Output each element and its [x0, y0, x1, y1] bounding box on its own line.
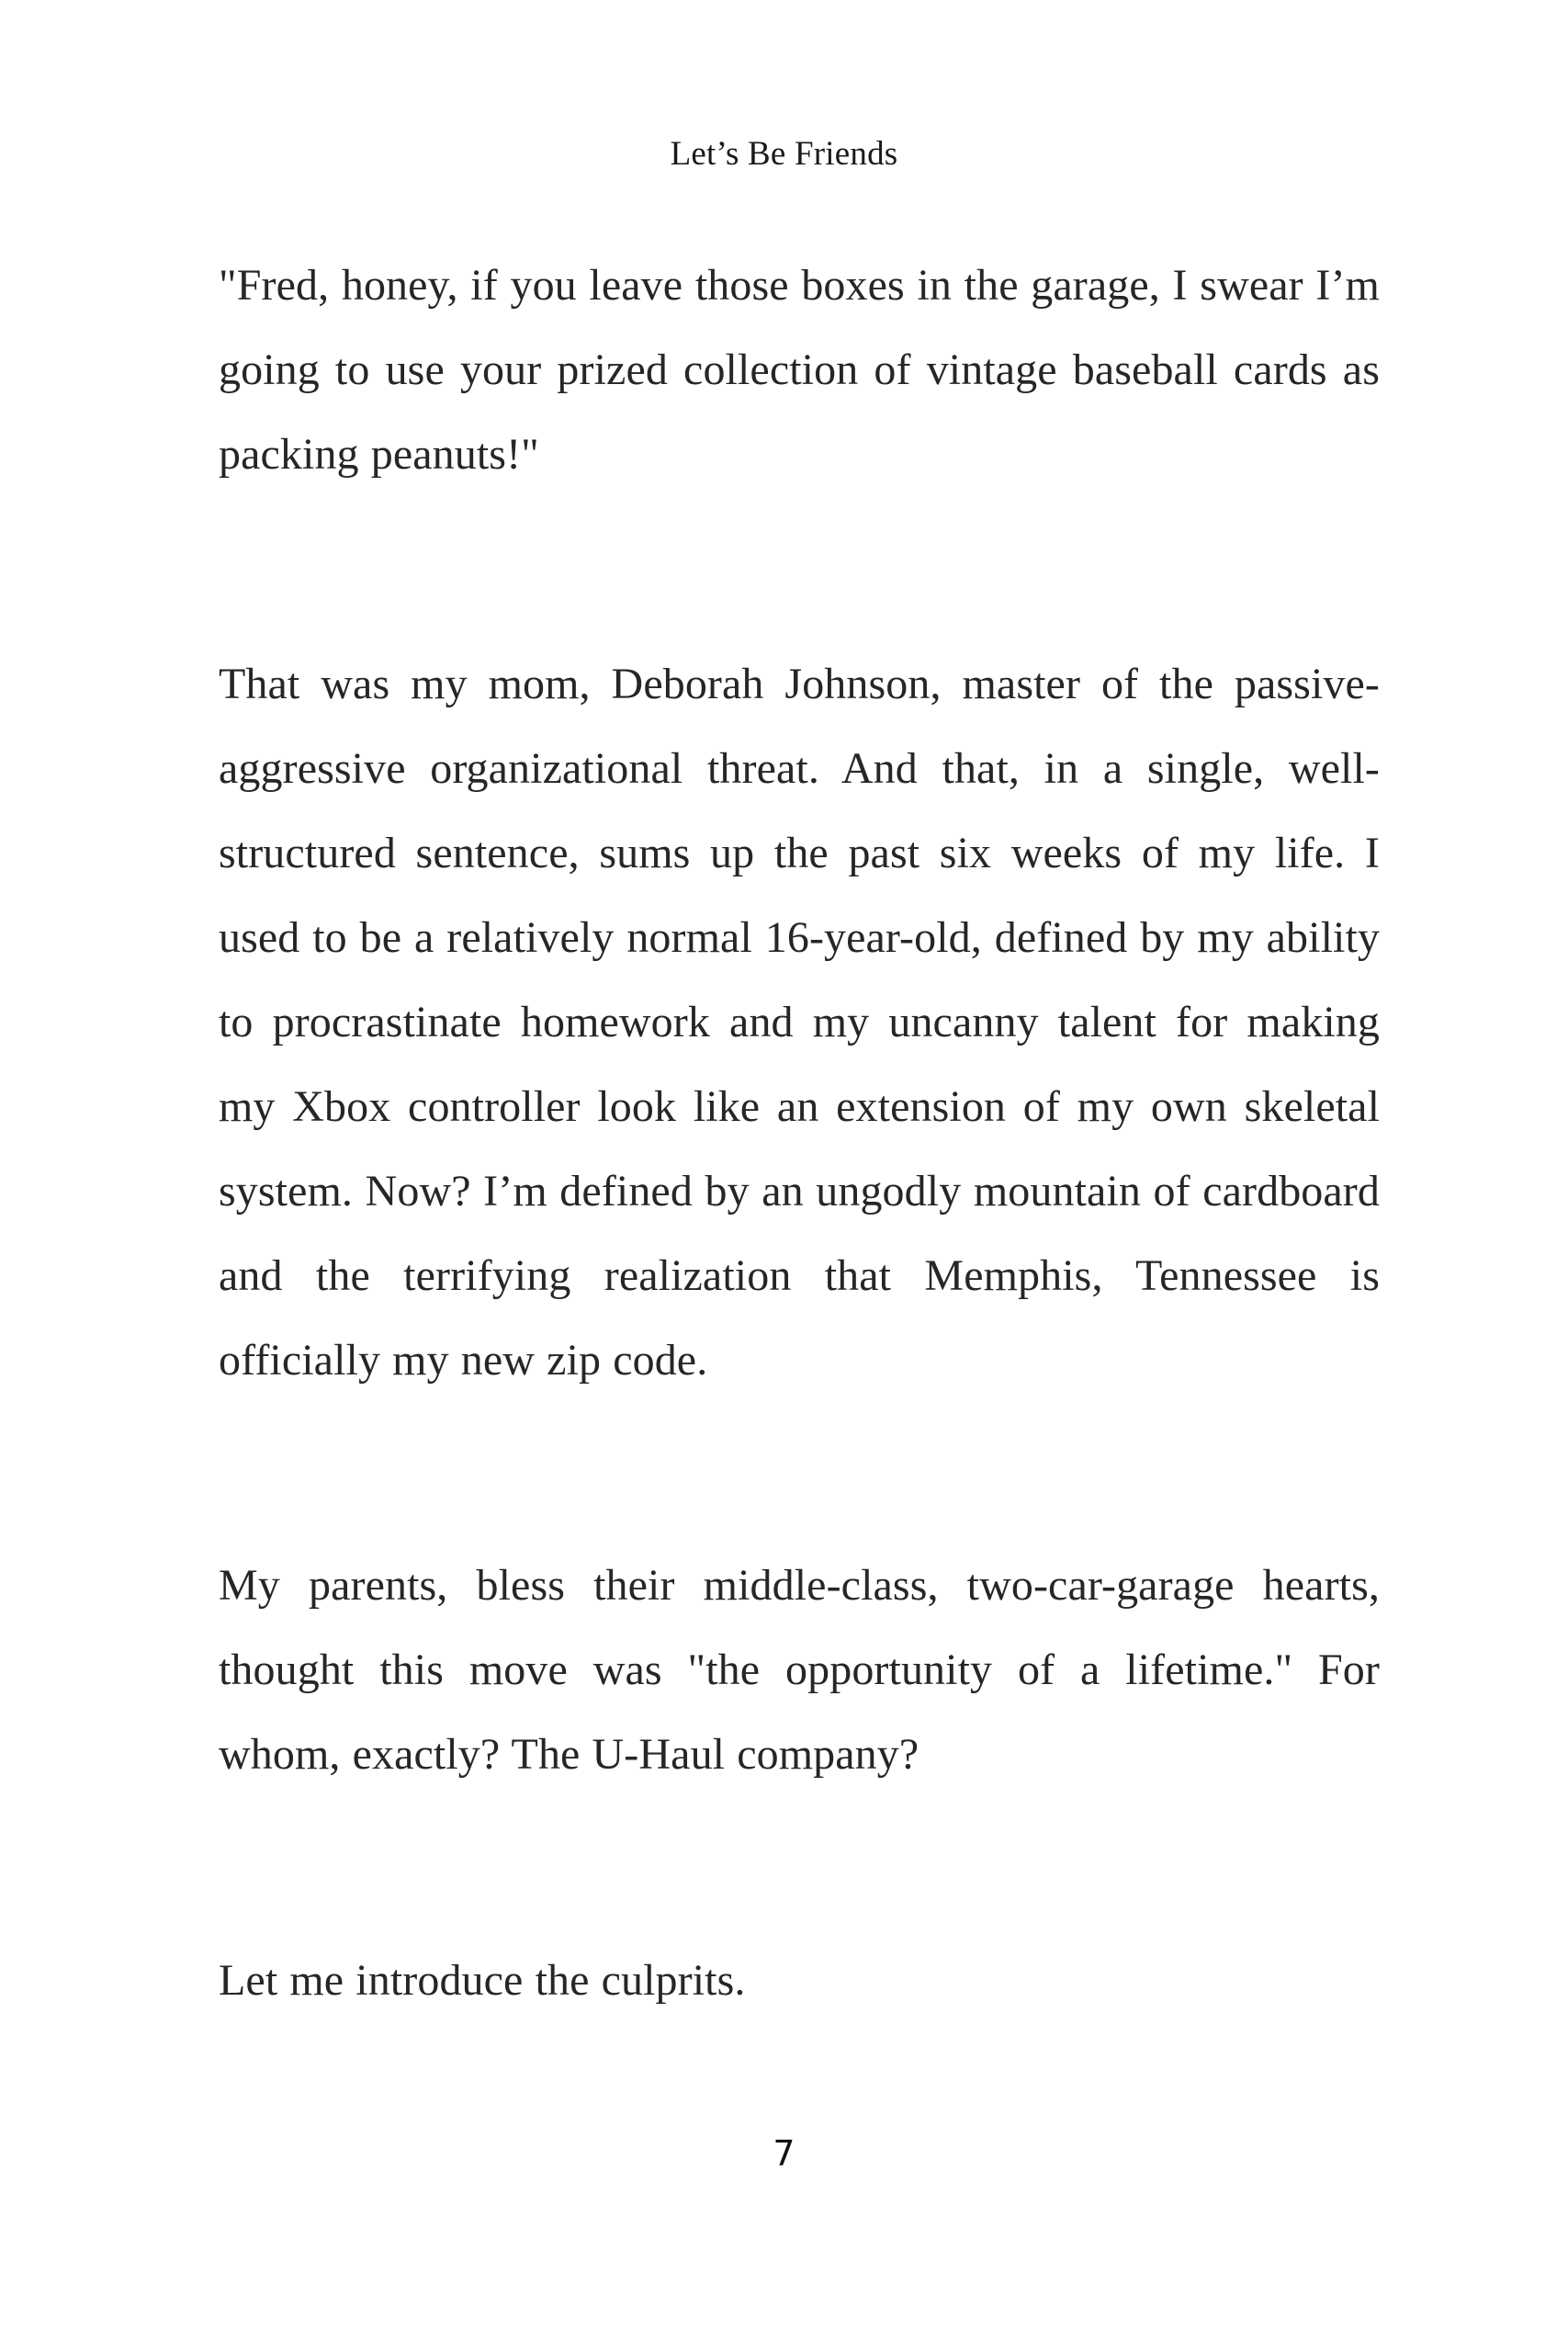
page-number: 7: [773, 2133, 795, 2174]
paragraph-introduction: That was my mom, Deborah Johnson, master of the passive-aggressive organizational threat. And that, in a single, well-structured sentence, sums up the past six weeks of my life. I used to be a relatively normal 16-year-old, defined by my ability to procrastinate homework and my uncanny talent for making my Xbox controller look like an extension of my own skeletal system. Now? I’m defined by an ungodly mountain of cardboard and the terrifying realization that Memphis, Tennessee is officially my new zip code.: [219, 660, 1380, 1385]
paragraph-dialogue: "Fred, honey, if you leave those boxes in the garage, I swear I’m going to use your prized collection of vintage baseball cards as packing peanuts!": [219, 261, 1380, 479]
paragraph-culprits: Let me introduce the culprits.: [219, 1956, 746, 2005]
running-head-title: Let’s Be Friends: [670, 135, 898, 173]
paragraph-parents: My parents, bless their middle-class, two-car-garage hearts, thought this move was "the opportunity of a lifetime." For whom, exactly? The U-Haul company?: [219, 1561, 1380, 1779]
